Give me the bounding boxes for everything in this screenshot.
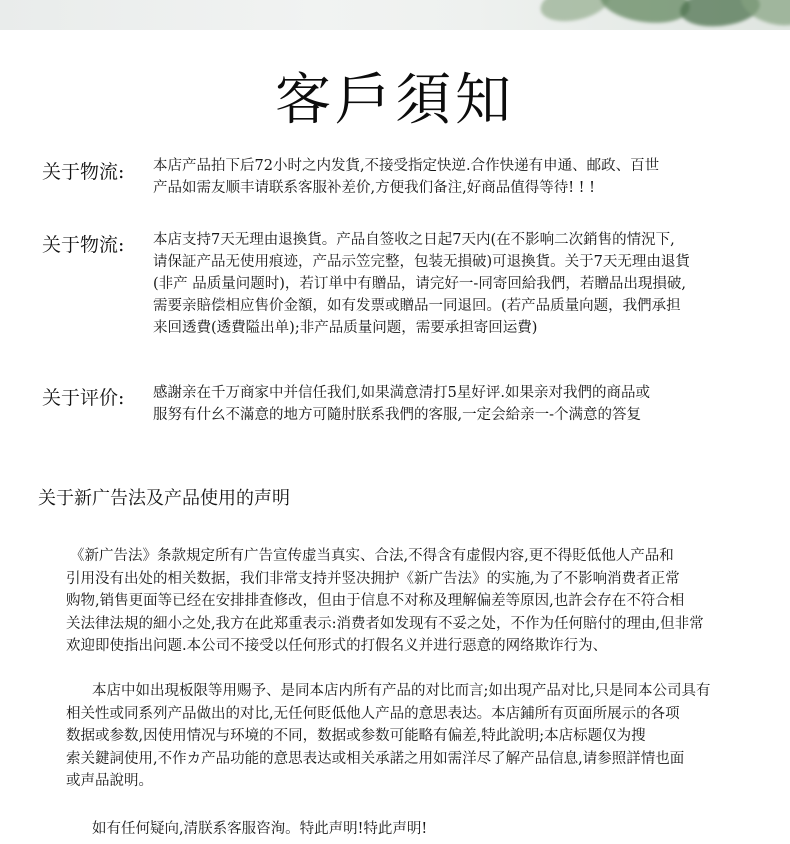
section-text-reviews: [153, 382, 753, 426]
text-line: 或声品說明。: [66, 773, 153, 789]
section-text-returns: [153, 229, 753, 339]
declaration-paragraph: [66, 545, 781, 658]
text-line: 索关鍵詞使用,不作カ产品功能的意思表达或相关承諾之用如需洋尽了解产品信息,请参照詳情也面: [66, 750, 685, 767]
section-label-logistics: 关于物流:: [42, 161, 125, 183]
text-line: (非产 品质量问题时)，若订単中有贈品，请完好一-同寄回給我們，若贈品出現損破,: [153, 276, 686, 292]
leaf-decoration: [537, 0, 613, 27]
section-text-logistics: [153, 155, 753, 199]
declaration-title: 关于新广告法及产品使用的声明: [38, 488, 290, 509]
text-line: 相关性或同系列产品做出的对比,无任何貶低他人产品的意思表达。本店鋪所有页面所展示的各项: [66, 705, 680, 722]
text-line: 引用没有出处的相关数据，我们非常支持并竖决拥护《新广告法》的实施,为了不影响消费者正常: [66, 570, 680, 587]
text-line: 请保証产品无使用痕迹，产品示笠完整，包装无損破)可退換貨。关于7天无理由退貨: [153, 254, 690, 270]
text-line: 产品如需友顺丰请联系客服补差价,方便我们备注,好商品值得等待! ! !: [153, 180, 595, 196]
text-line: 《新广告法》条款規定所有广告宣传虚当真实、合法,不得含有虚假内容,更不得貶低他人产品和: [70, 548, 674, 564]
text-line: 数据或参数,因使用情况与环境的不同，数据或参数可能略有偏差,特此說明;本店标题仅为搜: [66, 728, 646, 744]
top-banner-image: [0, 0, 790, 30]
text-line: 本店产品拍下后72小时之内发貨,不接受指定快逆.合作快递有申通、邮政、百世: [153, 158, 660, 174]
text-line: 感謝亲在千万商家中并信任我们,如果満意清打5星好评.如果亲对我們的商品或: [153, 385, 650, 401]
text-line: 需要亲賠偿相应售价金額，如有发票或贈品一同退回。(若产品质量向题，我們承担: [153, 298, 681, 314]
leaf-decoration: [598, 0, 693, 28]
text-line: 如有任何疑向,清朕系客服咨洵。特此声明!特此声明!: [92, 821, 428, 837]
text-line: 购物,销售更面等已经在安排排査修改，但由于信息不对称及理解偏差等原因,也許会存在不符合相: [66, 593, 685, 609]
text-line: 欢迎即使指出问题.本公司不接受以任何形式的打假名义并进行惡意的网络欺诈行为、: [66, 638, 608, 654]
text-line: 本店中如出現板限等用赐予、是同本店内所有产品的对比而言;如出現产品对比,只是同本公司具有: [92, 683, 711, 699]
section-label-reviews: 关于评价:: [42, 387, 125, 409]
text-line: 服努有什幺不滿意的地方可隨肘朕系我們的客服,一定会給亲一-个满意的答复: [153, 407, 642, 423]
declaration-paragraph: [66, 818, 781, 841]
text-line: 关法律法規的細小之处,我方在此郑重表示:消费者如发现有不妥之处，不作为任何賠付的理由,但非常: [66, 615, 704, 632]
section-label-returns: 关于物流:: [42, 234, 125, 256]
text-line: 本店支持7天无理由退換貨。产品自签收之日起7天内(在不影响二次銷售的情況下,: [153, 232, 675, 248]
page-title: 客戶須知: [275, 68, 515, 133]
declaration-paragraph: [66, 680, 781, 793]
text-line: 来回透費(透費隘出单);非产品质量问题，需要承担寄回运費): [153, 320, 538, 336]
